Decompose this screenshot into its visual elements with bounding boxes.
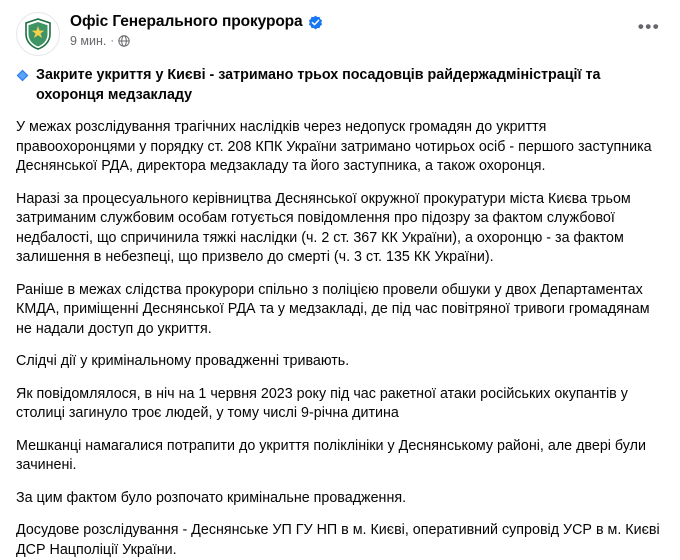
more-options-icon: •••: [637, 17, 661, 36]
globe-icon: [118, 35, 130, 47]
post-paragraph: Як повідомлялося, в ніч на 1 червня 2023 року під час ракетної атаки російських окупантів у столиці загинуло троє людей, у тому числі 9-річна дитина: [16, 385, 628, 421]
meta-separator: ·: [110, 34, 115, 47]
post-paragraph: Раніше в межах слідства прокурори спільно з поліцією провели обшуки у двох Департаментах КМДА, приміщенні Деснянської РДА та у медзакладі, де під час повітряної тривоги громадянам не надали доступ до укриття.: [16, 281, 650, 337]
post-header: [16, 12, 664, 56]
post-header-text: [70, 12, 664, 48]
post-paragraph: Досудове розслідування - Деснянське УП ГУ НП в м. Києві, оперативний супровід УСР в м. Києві ДСР Нацполіції України.: [16, 522, 660, 558]
post-timestamp[interactable]: 9 мин.: [70, 34, 107, 48]
verified-badge-icon: [308, 15, 323, 30]
post-headline: [16, 66, 662, 105]
post-paragraph: Мешканці намагалися потрапити до укриття поліклініки у Деснянському районі, але двері були зачинені.: [16, 437, 646, 473]
post-meta: [70, 34, 664, 48]
post-paragraph: За цим фактом було розпочато кримінальне провадження.: [16, 489, 407, 506]
page-name[interactable]: Офіс Генерального прокурора: [70, 13, 303, 30]
post-headline-text: Закрите укриття у Києві - затримано трьох посадовців райдержадміністрації та охоронця медзакладу: [36, 67, 601, 103]
more-options-button[interactable]: [634, 16, 664, 38]
page-name-row: [70, 13, 664, 36]
avatar[interactable]: [16, 12, 60, 56]
post-paragraph: Слідчі дії у кримінальному провадженні тривають.: [16, 353, 350, 369]
prosecutor-office-emblem-icon: [21, 17, 55, 51]
post-body: [16, 66, 664, 560]
post-paragraph: У межах розслідування трагічних наслідків через недопуск громадян до укриття правоохоронцями у порядку ст. 208 КПК України затримано чотирьох осіб - першого заступника Деснянської РДА, директора медзакладу та його заступника, а також охоронця.: [16, 119, 652, 174]
post-paragraph: Наразі за процесуального керівництва Деснянської окружної прокуратури міста Києва трьом затриманим службовим особам готується повідомлення про підозру за фактом службової недбалості, що спричинила тяжкі наслідки (ч. 2 ст. 367 КК України), а охоронцю - за фактом залишення в небезпеці, що призвело до смерті (ч. 3 ст. 135 КК України).: [16, 190, 631, 265]
blue-diamond-icon: [16, 69, 29, 82]
